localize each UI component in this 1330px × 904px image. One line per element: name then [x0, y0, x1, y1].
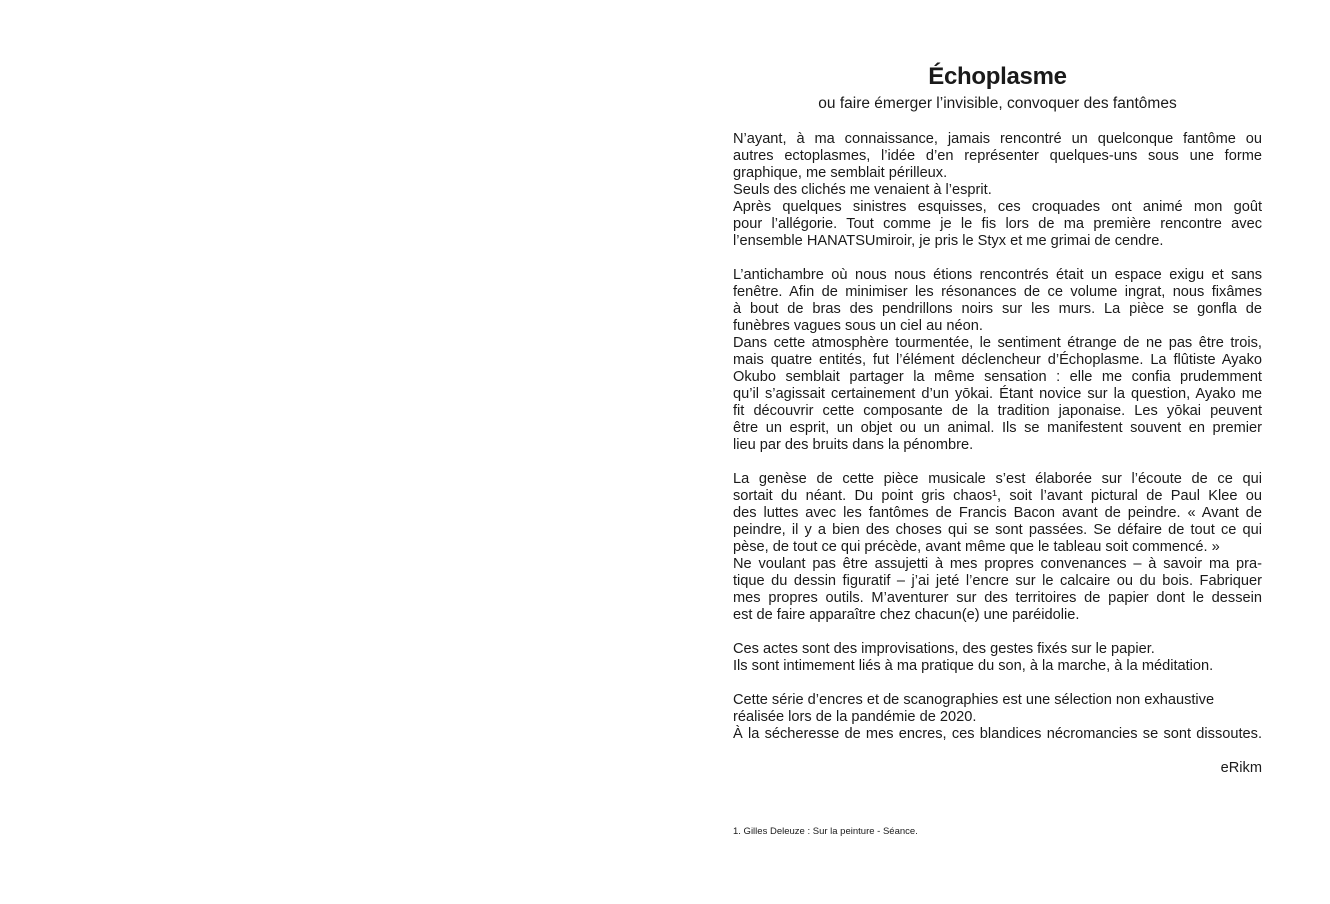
- text-line: graphique, me semblait périlleux.: [733, 165, 948, 181]
- footnote: 1. Gilles Deleuze : Sur la peinture - Séance.: [733, 826, 918, 837]
- text-line: sortait du néant. Du point gris chaos¹, soit l’avant pictural de Paul Klee ou: [733, 488, 1262, 504]
- paragraph-5: [733, 692, 1262, 743]
- text-line: Après quelques sinistres esquisses, ces croquades ont animé mon goût: [733, 199, 1262, 215]
- text-line: pour l’allégorie. Tout comme je le fis lors de ma première rencontre avec: [733, 216, 1262, 232]
- text-line: être un esprit, un objet ou un animal. Ils se manifestent souvent en premier: [733, 420, 1262, 436]
- paragraph-2: [733, 267, 1262, 454]
- text-line: funèbres vagues sous un ciel au néon.: [733, 318, 983, 334]
- text-line: Ne voulant pas être assujetti à mes propres convenances – à savoir ma pra-: [733, 556, 1262, 572]
- text-line: Ces actes sont des improvisations, des gestes fixés sur le papier.: [733, 641, 1155, 657]
- text-line: Seuls des clichés me venaient à l’esprit.: [733, 182, 992, 198]
- text-line: est de faire apparaître chez chacun(e) une paréidolie.: [733, 607, 1080, 623]
- text-line: Cette série d’encres et de scanographies est une sélection non exhaustive: [733, 692, 1215, 708]
- right-page: [733, 60, 1262, 777]
- text-line: fenêtre. Afin de minimiser les résonances de ce volume ingrat, nous fixâmes: [733, 284, 1262, 300]
- paragraph-1: [733, 131, 1262, 250]
- text-line: réalisée lors de la pandémie de 2020.: [733, 709, 977, 725]
- text-line: Ils sont intimement liés à ma pratique du son, à la marche, à la méditation.: [733, 658, 1214, 674]
- text-line: fit découvrir cette composante de la tradition japonaise. Les yōkai peuvent: [733, 403, 1262, 419]
- text-line: mes propres outils. M’aventurer sur des territoires de papier dont le dessein: [733, 590, 1262, 606]
- page-subtitle: ou faire émerger l’invisible, convoquer des fantômes: [818, 95, 1177, 112]
- text-line: mais quatre entités, fut l’élément déclencheur d’Échoplasme. La flûtiste Ayako: [733, 352, 1262, 368]
- text-line: à bout de bras des pendrillons noirs sur les murs. La pièce se gonfla de: [733, 301, 1262, 317]
- page-title: Échoplasme: [928, 63, 1067, 90]
- text-line: Dans cette atmosphère tourmentée, le sentiment étrange de ne pas être trois,: [733, 335, 1262, 351]
- text-line: qu’il s’agissait certainement d’un yōkai. Étant novice sur la question, Ayako me: [733, 386, 1262, 402]
- text-line: Okubo semblait partager la même sensation : elle me confia prudemment: [733, 369, 1262, 385]
- text-line: N’ayant, à ma connaissance, jamais rencontré un quelconque fantôme ou: [733, 131, 1262, 147]
- essay-body: [733, 131, 1262, 777]
- author-signature: eRikm: [1220, 760, 1262, 776]
- paragraph-3: [733, 471, 1262, 624]
- text-line: La genèse de cette pièce musicale s’est élaborée sur l’écoute de ce qui: [733, 471, 1262, 487]
- paragraph-4: [733, 641, 1262, 675]
- text-line: tique du dessin figuratif – j’ai jeté l’encre sur le calcaire ou du bois. Fabriquer: [733, 573, 1262, 589]
- text-line: autres ectoplasmes, l’idée d’en représenter quelques-uns sous une forme: [733, 148, 1262, 164]
- text-line: L’antichambre où nous nous étions rencontrés était un espace exigu et sans: [733, 267, 1262, 283]
- text-line: peindre, il y a bien des choses qui se sont passées. Se défaire de tout ce qui: [733, 522, 1262, 538]
- text-line: pèse, de tout ce qui précède, avant même que le tableau soit commencé. »: [733, 539, 1220, 555]
- text-line: À la sécheresse de mes encres, ces blandices nécromancies se sont dissoutes.: [733, 726, 1262, 742]
- text-line: des luttes avec les fantômes de Francis Bacon avant de peindre. « Avant de: [733, 505, 1262, 521]
- text-line: l’ensemble HANATSUmiroir, je pris le Styx et me grimai de cendre.: [733, 233, 1164, 249]
- text-line: lieu par des bruits dans la pénombre.: [733, 437, 974, 453]
